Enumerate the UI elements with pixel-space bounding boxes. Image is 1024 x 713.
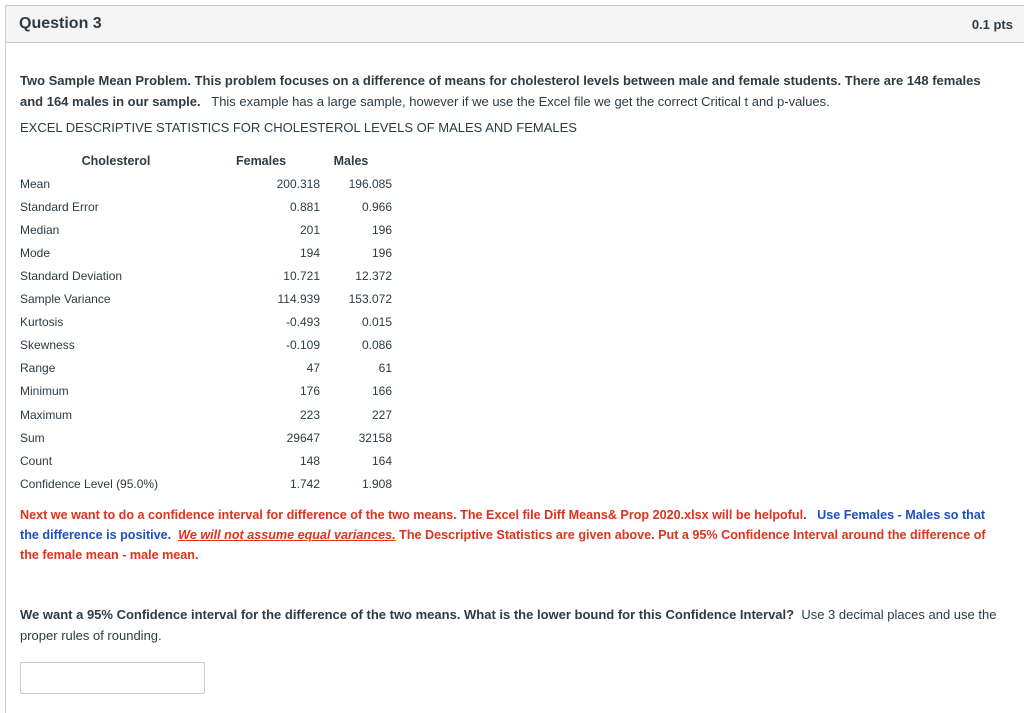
stat-label: Minimum bbox=[20, 384, 69, 399]
header-females: Females bbox=[235, 153, 287, 168]
females-value: 201 bbox=[299, 222, 320, 237]
table-row bbox=[18, 472, 392, 495]
males-value: 153.072 bbox=[348, 292, 392, 307]
males-value: 166 bbox=[371, 384, 392, 399]
females-value: -0.109 bbox=[285, 338, 320, 353]
stat-label: Maximum bbox=[20, 407, 73, 422]
instructions-underline: We will not assume equal variances. bbox=[178, 528, 396, 542]
table-row bbox=[18, 288, 392, 311]
females-value: 0.881 bbox=[289, 199, 320, 214]
question-card bbox=[5, 5, 1024, 713]
intro-bold: Two Sample Mean Problem. This problem focuses on a difference of means for cholesterol levels between male and female students. There are 148 females and 164 males in our sample. bbox=[20, 73, 981, 109]
males-value: 0.086 bbox=[361, 338, 392, 353]
females-value: 194 bbox=[299, 245, 320, 260]
males-value: 164 bbox=[371, 453, 392, 468]
males-value: 0.966 bbox=[361, 199, 392, 214]
females-value: 176 bbox=[299, 384, 320, 399]
table-row bbox=[18, 218, 392, 241]
females-value: 29647 bbox=[286, 430, 320, 445]
stat-label: Confidence Level (95.0%) bbox=[20, 476, 159, 491]
table-header-row bbox=[18, 149, 392, 172]
table-row bbox=[18, 357, 392, 380]
females-value: 47 bbox=[306, 361, 320, 376]
stat-label: Mode bbox=[20, 245, 51, 260]
males-value: 61 bbox=[378, 361, 392, 376]
intro-normal: This example has a large sample, however if we use the Excel file we get the correct Critical t and p-values. bbox=[211, 94, 830, 109]
males-value: 196 bbox=[371, 245, 392, 260]
intro-text bbox=[20, 70, 1005, 112]
stats-heading: EXCEL DESCRIPTIVE STATISTICS FOR CHOLESTEROL LEVELS OF MALES AND FEMALES bbox=[20, 120, 577, 135]
stat-label: Median bbox=[20, 222, 60, 237]
table-row bbox=[18, 311, 392, 334]
header-males: Males bbox=[333, 153, 369, 168]
females-value: 114.939 bbox=[277, 292, 320, 307]
stat-label: Standard Error bbox=[20, 199, 99, 214]
males-value: 0.015 bbox=[361, 315, 392, 330]
answer-input[interactable] bbox=[20, 662, 205, 694]
stat-label: Kurtosis bbox=[20, 315, 64, 330]
females-value: 200.318 bbox=[276, 176, 320, 191]
males-value: 196.085 bbox=[348, 176, 392, 191]
table-row bbox=[18, 172, 392, 195]
table-row bbox=[18, 334, 392, 357]
header-cholesterol: Cholesterol bbox=[81, 153, 151, 168]
question-prompt bbox=[20, 604, 1010, 646]
table-row bbox=[18, 380, 392, 403]
instructions-text bbox=[20, 505, 1005, 565]
table-row bbox=[18, 449, 392, 472]
females-value: -0.493 bbox=[285, 315, 320, 330]
question-header bbox=[6, 6, 1024, 43]
females-value: 1.742 bbox=[289, 476, 320, 491]
question-title: Question 3 bbox=[19, 15, 102, 32]
stat-label: Skewness bbox=[20, 338, 75, 353]
males-value: 1.908 bbox=[361, 476, 392, 491]
stat-label: Range bbox=[20, 361, 56, 376]
males-value: 12.372 bbox=[355, 269, 392, 284]
males-value: 227 bbox=[371, 407, 392, 422]
stat-label: Standard Deviation bbox=[20, 269, 123, 284]
table-row bbox=[18, 264, 392, 287]
table-row bbox=[18, 241, 392, 264]
females-value: 10.721 bbox=[283, 269, 320, 284]
prompt-bold: We want a 95% Confidence interval for the difference of the two means. What is the lower bound for this Confidence Interval? bbox=[20, 607, 795, 622]
table-row bbox=[18, 195, 392, 218]
table-row bbox=[18, 403, 392, 426]
stat-label: Sum bbox=[20, 430, 45, 445]
stat-label: Mean bbox=[20, 176, 51, 191]
males-value: 196 bbox=[371, 222, 392, 237]
instructions-blue: Use Females - Males so that the difference is positive. bbox=[20, 508, 986, 542]
stat-label: Sample Variance bbox=[20, 292, 111, 307]
table-row bbox=[18, 426, 392, 449]
stat-label: Count bbox=[20, 453, 53, 468]
descriptive-stats-table bbox=[18, 149, 392, 495]
points-label: 0.1 pts bbox=[971, 16, 1013, 32]
prompt-normal: Use 3 decimal places and use the proper rules of rounding. bbox=[20, 607, 997, 643]
instructions-part4: The Descriptive Statistics are given above. Put a 95% Confidence Interval around the difference of the female mean - male mean. bbox=[20, 528, 986, 562]
instructions-part1: Next we want to do a confidence interval for difference of the two means. The Excel file Diff Means& Prop 2020.xlsx will be helpoful. bbox=[20, 508, 807, 522]
females-value: 148 bbox=[299, 453, 320, 468]
females-value: 223 bbox=[299, 407, 320, 422]
males-value: 32158 bbox=[358, 430, 392, 445]
